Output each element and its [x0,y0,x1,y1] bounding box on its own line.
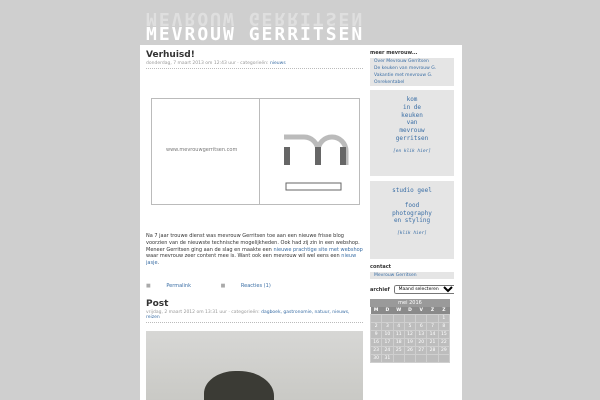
calendar-day-cell: 9 [371,331,382,339]
sidebar-link-over[interactable]: Over Mevrouw Gerritsen [374,59,429,64]
promo-line: food [404,201,420,209]
calendar-day-cell: 13 [416,331,427,339]
promo-text [370,90,454,143]
calendar-day-cell [427,355,438,363]
calendar-caption: mei 2016 [370,299,450,307]
sidebar-heading: meer mevrouw... [370,50,418,56]
post-title[interactable]: Verhuisd! [146,50,195,60]
calendar-day-cell: 21 [427,339,438,347]
contact-link[interactable]: Mevrouw Gerritsen [374,273,417,278]
post-paragraph-2 [146,247,363,267]
bullet-icon: ■ [146,283,151,289]
promo-line: gerritsen [395,134,429,142]
calendar-day-cell: 25 [393,347,404,355]
sidebar-link-keuken[interactable]: De keuken van mevrouw G. [374,66,437,71]
post-meta [146,310,363,323]
promo-klik[interactable]: [en klik hier] [393,148,431,154]
calendar-week-row [371,323,450,331]
calendar-day-cell: 18 [393,339,404,347]
calendar-day-header: D [404,307,415,315]
calendar-day-cell [404,355,415,363]
promo-line: en styling [393,217,431,225]
contact-box [370,272,454,279]
promo-line: in de [402,103,422,111]
nieuw-jasje-link[interactable]: nieuw jasje [146,253,357,266]
calendar-day-cell: 27 [416,347,427,355]
calendar-day-cell [438,355,449,363]
calendar-week-row [371,339,450,347]
promo-line: studio geel [392,187,432,194]
permalink-link[interactable] [146,283,205,289]
calendar-day-cell: 17 [382,339,393,347]
calendar-day-cell: 16 [371,339,382,347]
calendar-day-cell: 22 [438,339,449,347]
post-footer-links [146,283,299,289]
promo-line: keuken [401,111,423,119]
calendar-day-cell: 3 [382,323,393,331]
calendar-week-row [371,355,450,363]
post-image-logo [151,98,360,205]
post-title[interactable]: Post [146,299,169,309]
calendar-body [371,315,450,363]
archief-label: archief [370,286,390,293]
post-verhuisd [146,50,363,289]
calendar-day-cell [427,315,438,323]
contact-heading: contact [370,264,392,270]
text-span: waar mevrouw zeer content mee is. Want ook een mevrouw wil wel eens een [146,253,342,260]
text-span: . [157,260,160,266]
calendar-week-row [371,347,450,355]
calendar-week-row [371,315,450,323]
calendar-day-header: Z [427,307,438,315]
calendar-day-cell [404,315,415,323]
post-body [146,233,363,267]
promo-line: kom [406,96,418,103]
post-date: vrijdag, 2 maart 2012 om 13:31 uur · categorieën: [146,310,262,315]
calendar-day-cell: 29 [438,347,449,355]
calendar-day-cell [371,315,382,323]
rock-shape [204,371,274,400]
calendar-day-cell [416,355,427,363]
post-date: donderdag, 7 maart 2013 om 12:43 uur · categorieën: [146,61,270,66]
promo-text [370,181,454,225]
calendar-day-cell: 6 [416,323,427,331]
promo-line: photography [392,209,432,217]
post-post [146,299,363,323]
calendar-day-cell: 4 [393,323,404,331]
text-span: Meneer Gerritsen ging aan de slag en maakte een [146,246,274,253]
category-links[interactable]: dagboek, gastronomie, natuur, nieuws, reizen [146,310,350,320]
calendar-day-cell: 2 [371,323,382,331]
calendar-day-header: V [416,307,427,315]
promo-spacer [370,195,454,202]
site-title-reflection: MEVROUW GERRITSEN [146,8,365,29]
webshop-link[interactable]: nieuwe prachtige site met webshop [273,246,363,253]
calendar-day-cell [393,315,404,323]
calendar-day-header: M [371,307,382,315]
calendar-day-cell: 5 [404,323,415,331]
calendar-day-cell: 8 [438,323,449,331]
calendar-day-cell: 31 [382,355,393,363]
calendar-day-cell [382,315,393,323]
bullet-icon: ■ [220,283,226,289]
calendar-day-cell: 11 [393,331,404,339]
calendar-day-cell: 26 [404,347,415,355]
calendar-day-cell: 30 [371,355,382,363]
post-meta [146,61,363,69]
calendar-days-row [371,307,450,315]
site-title[interactable]: MEVROUW GERRITSEN [146,24,365,45]
reacties-label: Reacties (1) [240,283,271,289]
calendar-day-cell: 19 [404,339,415,347]
calendar-day-header: D [382,307,393,315]
calendar-day-cell [416,315,427,323]
calendar-day-cell: 10 [382,331,393,339]
archief-row [370,285,454,294]
promo-studio-geel[interactable] [370,181,454,259]
promo-line: mevrouw [399,127,425,135]
calendar-day-cell: 7 [427,323,438,331]
permalink-label: Permalink [166,283,191,289]
calendar-day-cell: 1 [438,315,449,323]
promo-klik[interactable]: [klik hier] [397,231,427,237]
promo-keuken[interactable] [370,90,454,176]
sidebar-links [370,58,454,86]
sidebar [370,50,454,400]
logo-url-text: www.mevrouwgerritsen.com [166,147,238,153]
promo-line: van [406,119,418,127]
main-column [146,50,363,400]
calendar [370,299,450,363]
sidebar-link-onrekentabel[interactable]: Onrekentabel [374,80,405,85]
calendar-week-row [371,331,450,339]
calendar-day-cell: 14 [427,331,438,339]
calendar-day-cell: 24 [382,347,393,355]
calendar-day-cell: 23 [371,347,382,355]
calendar-day-header: Z [438,307,449,315]
sidebar-link-vakantie[interactable]: Vakantie met mevrouw G. [374,73,433,78]
logo-divider [259,99,260,204]
calendar-day-header: W [393,307,404,315]
calendar-day-cell: 28 [427,347,438,355]
category-link[interactable]: nieuws [269,61,286,66]
archief-select[interactable] [394,285,454,294]
calendar-day-cell: 20 [416,339,427,347]
post-paragraph-1: Na 7 jaar trouwe dienst was mevrouw Gerritsen toe aan een nieuwe frisse blog voorzien van de nieuwste technische mogelijkheden. Ook had zij zin in een webshop. [146,233,360,246]
m-logo-icon [272,117,352,197]
calendar-day-cell: 12 [404,331,415,339]
calendar-day-cell: 15 [438,331,449,339]
calendar-day-cell [393,355,404,363]
post-image-rock [146,331,363,400]
reacties-link[interactable] [221,283,285,289]
